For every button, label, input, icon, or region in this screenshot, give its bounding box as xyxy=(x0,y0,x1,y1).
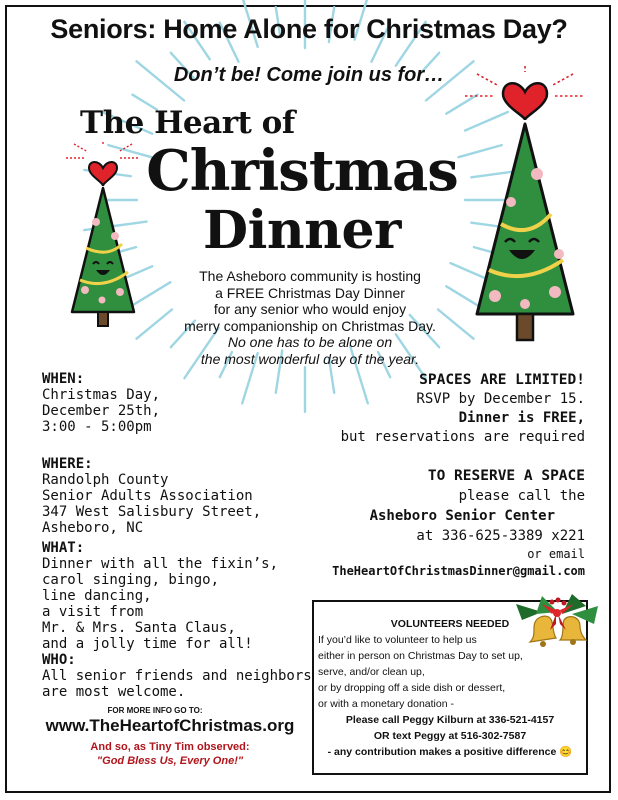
who-line: All senior friends and neighbors xyxy=(42,668,312,684)
where-line: Senior Adults Association xyxy=(42,488,253,504)
spaces-section xyxy=(341,371,585,447)
intro-line: a FREE Christmas Day Dinner xyxy=(215,284,405,301)
tiny-tim-quote-intro: And so, as Tiny Tim observed: xyxy=(90,741,250,753)
tiny-tim-quote: "God Bless Us, Every One!" xyxy=(96,755,244,767)
rsvp-text: RSVP by December 15. xyxy=(416,391,585,407)
spaces-title: SPACES ARE LIMITED! xyxy=(419,372,585,388)
who-line: are most welcome. xyxy=(42,684,186,700)
where-line: Asheboro, NC xyxy=(42,520,144,536)
smiley-emoji: 😊 xyxy=(559,746,573,758)
what-line: Dinner with all the fixin’s, xyxy=(42,556,279,572)
volunteers-call: Please call Peggy Kilburn at 336-521-4157 xyxy=(345,714,555,726)
who-label: WHO: xyxy=(42,652,76,668)
or-email-text: or email xyxy=(527,547,585,561)
volunteers-line: or by dropping off a side dish or dessert, xyxy=(318,682,506,694)
volunteers-contribution-line xyxy=(314,744,586,760)
christmas-bells-icon xyxy=(512,584,604,654)
when-line: December 25th, xyxy=(42,403,161,419)
intro-line: merry companionship on Christmas Day. xyxy=(184,317,436,334)
when-line: Christmas Day, xyxy=(42,387,161,403)
dinner-free-text: Dinner is FREE, xyxy=(458,410,585,426)
email-link[interactable]: TheHeartOfChristmasDinner@gmail.com xyxy=(332,564,585,578)
intro-text xyxy=(150,268,470,367)
who-section xyxy=(42,652,312,700)
more-info-label: FOR MORE INFO GO TO: xyxy=(107,706,203,715)
volunteers-text: OR text Peggy at 516-302-7587 xyxy=(373,730,527,742)
reserve-title: TO RESERVE A SPACE xyxy=(427,468,585,484)
what-section xyxy=(42,540,278,652)
when-line: 3:00 - 5:00pm xyxy=(42,419,152,435)
intro-italic-line: the most wonderful day of the year. xyxy=(200,350,420,367)
where-line: 347 West Salisbury Street, xyxy=(42,504,262,520)
where-line: Randolph County xyxy=(42,472,169,488)
title-line-2: Christmas xyxy=(146,138,458,204)
reserve-section xyxy=(332,466,585,580)
volunteers-line: either in person on Christmas Day to set up, xyxy=(318,650,523,662)
what-line: a visit from xyxy=(42,604,144,620)
where-label: WHERE: xyxy=(42,456,93,472)
what-line: Mr. & Mrs. Santa Claus, xyxy=(42,620,236,636)
when-label: WHEN: xyxy=(42,371,85,387)
headline: Seniors: Home Alone for Christmas Day? xyxy=(50,14,568,44)
right-christmas-tree-icon xyxy=(455,64,595,346)
when-section xyxy=(42,371,160,435)
title-line-3: Dinner xyxy=(203,200,401,261)
volunteers-title: VOLUNTEERS NEEDED xyxy=(390,618,510,630)
volunteers-line: If you’d like to volunteer to help us xyxy=(318,634,477,646)
senior-center-name: Asheboro Senior Center xyxy=(369,508,555,524)
subheadline: Don’t be! Come join us for… xyxy=(173,64,445,86)
left-christmas-tree-icon xyxy=(58,140,148,330)
website-link[interactable]: www.TheHeartofChristmas.org xyxy=(45,716,295,735)
where-section xyxy=(42,456,261,536)
phone-number: at 336-625-3389 x221 xyxy=(416,528,585,544)
title-line-1: The Heart of xyxy=(80,105,295,141)
volunteers-contribution: - any contribution makes a positive difference xyxy=(327,746,557,758)
intro-line: The Asheboro community is hosting xyxy=(199,268,421,284)
what-line: and a jolly time for all! xyxy=(42,636,253,652)
intro-italic-line: No one has to be alone on xyxy=(227,334,393,350)
what-line: carol singing, bingo, xyxy=(42,572,220,588)
volunteers-line: or with a monetary donation - xyxy=(318,698,454,710)
please-call-text: please call the xyxy=(458,488,585,504)
what-label: WHAT: xyxy=(42,540,85,556)
reservations-text: but reservations are required xyxy=(340,429,585,445)
intro-line: for any senior who would enjoy xyxy=(213,301,407,317)
what-line: line dancing, xyxy=(42,588,152,604)
volunteers-line: serve, and/or clean up, xyxy=(318,666,425,678)
